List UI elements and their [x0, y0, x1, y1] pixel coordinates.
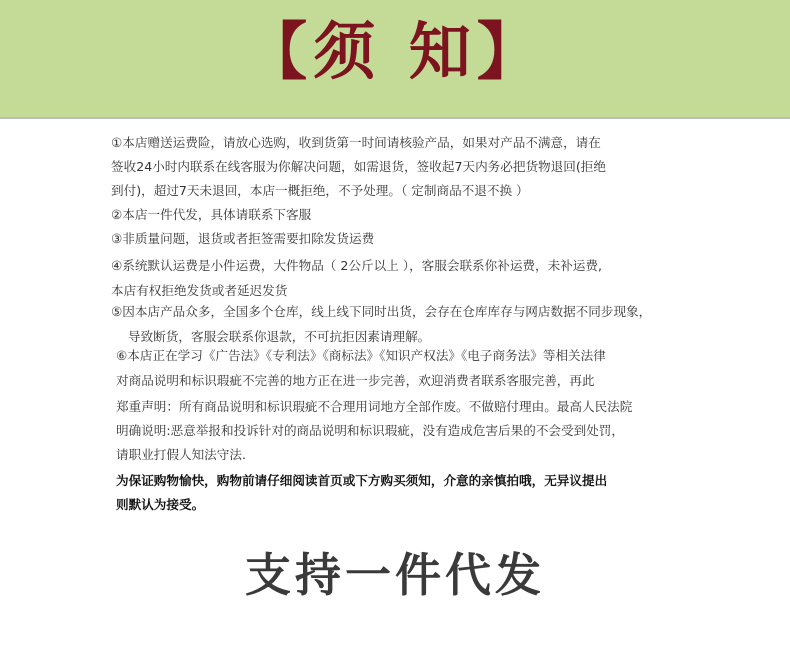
- notice-line: ⑥本店正在学习《广告法》《专利法》《商标法》《知识产权法》《电子商务法》等相关法律: [116, 348, 606, 363]
- notice-line: 请职业打假人知法守法.: [116, 447, 246, 462]
- notice-line: 到付)，超过7天未退回，本店一概拒绝，不予处理。（ 定制商品不退不换 ）: [111, 183, 529, 198]
- notice-line: 本店有权拒绝发货或者延迟发货: [111, 283, 288, 298]
- notice-line: ①本店赠送运费险，请放心选购，收到货第一时间请核验产品，如果对产品不满意，请在: [111, 135, 601, 150]
- notice-line: ③非质量问题，退货或者拒签需要扣除发货运费: [111, 231, 375, 246]
- notice-line: 郑重声明：所有商品说明和标识瑕疵不合理用词地方全部作废。不做赔付理由。最高人民法院: [116, 399, 633, 414]
- notice-line: 签收24小时内联系在线客服为你解决问题，如需退货，签收起7天内务必把货物退回(拒绝: [111, 159, 606, 174]
- notice-line: 对商品说明和标识瑕疵不完善的地方正在进一步完善，欢迎消费者联系客服完善，再此: [116, 373, 595, 388]
- header-banner: [0, 0, 790, 117]
- notice-bold-line: 为保证购物愉快，购物前请仔细阅读首页或下方购买须知，介意的亲慎拍哦，无异议提出: [116, 473, 608, 488]
- footer-slogan: 支持一件代发: [245, 548, 545, 602]
- notice-line: 明确说明:恶意举报和投诉针对的商品说明和标识瑕疵，没有造成危害后果的不会受到处罚，: [116, 423, 624, 438]
- notice-line: ②本店一件代发，具体请联系下客服: [111, 207, 312, 222]
- notice-bold-line: 则默认为接受。: [116, 497, 205, 512]
- page-title: 【须 知】: [245, 15, 545, 88]
- notice-line: ④系统默认运费是小件运费，大件物品（ 2公斤以上 ），客服会联系你补运费，未补运费,: [111, 258, 602, 273]
- notice-line: 导致断货，客服会联系你退款，不可抗拒因素请理解。: [128, 329, 431, 344]
- divider: [0, 117, 790, 119]
- notice-line: ⑤因本店产品众多，全国多个仓库，线上线下同时出货，会存在仓库库存与网店数据不同步现象，: [111, 304, 652, 319]
